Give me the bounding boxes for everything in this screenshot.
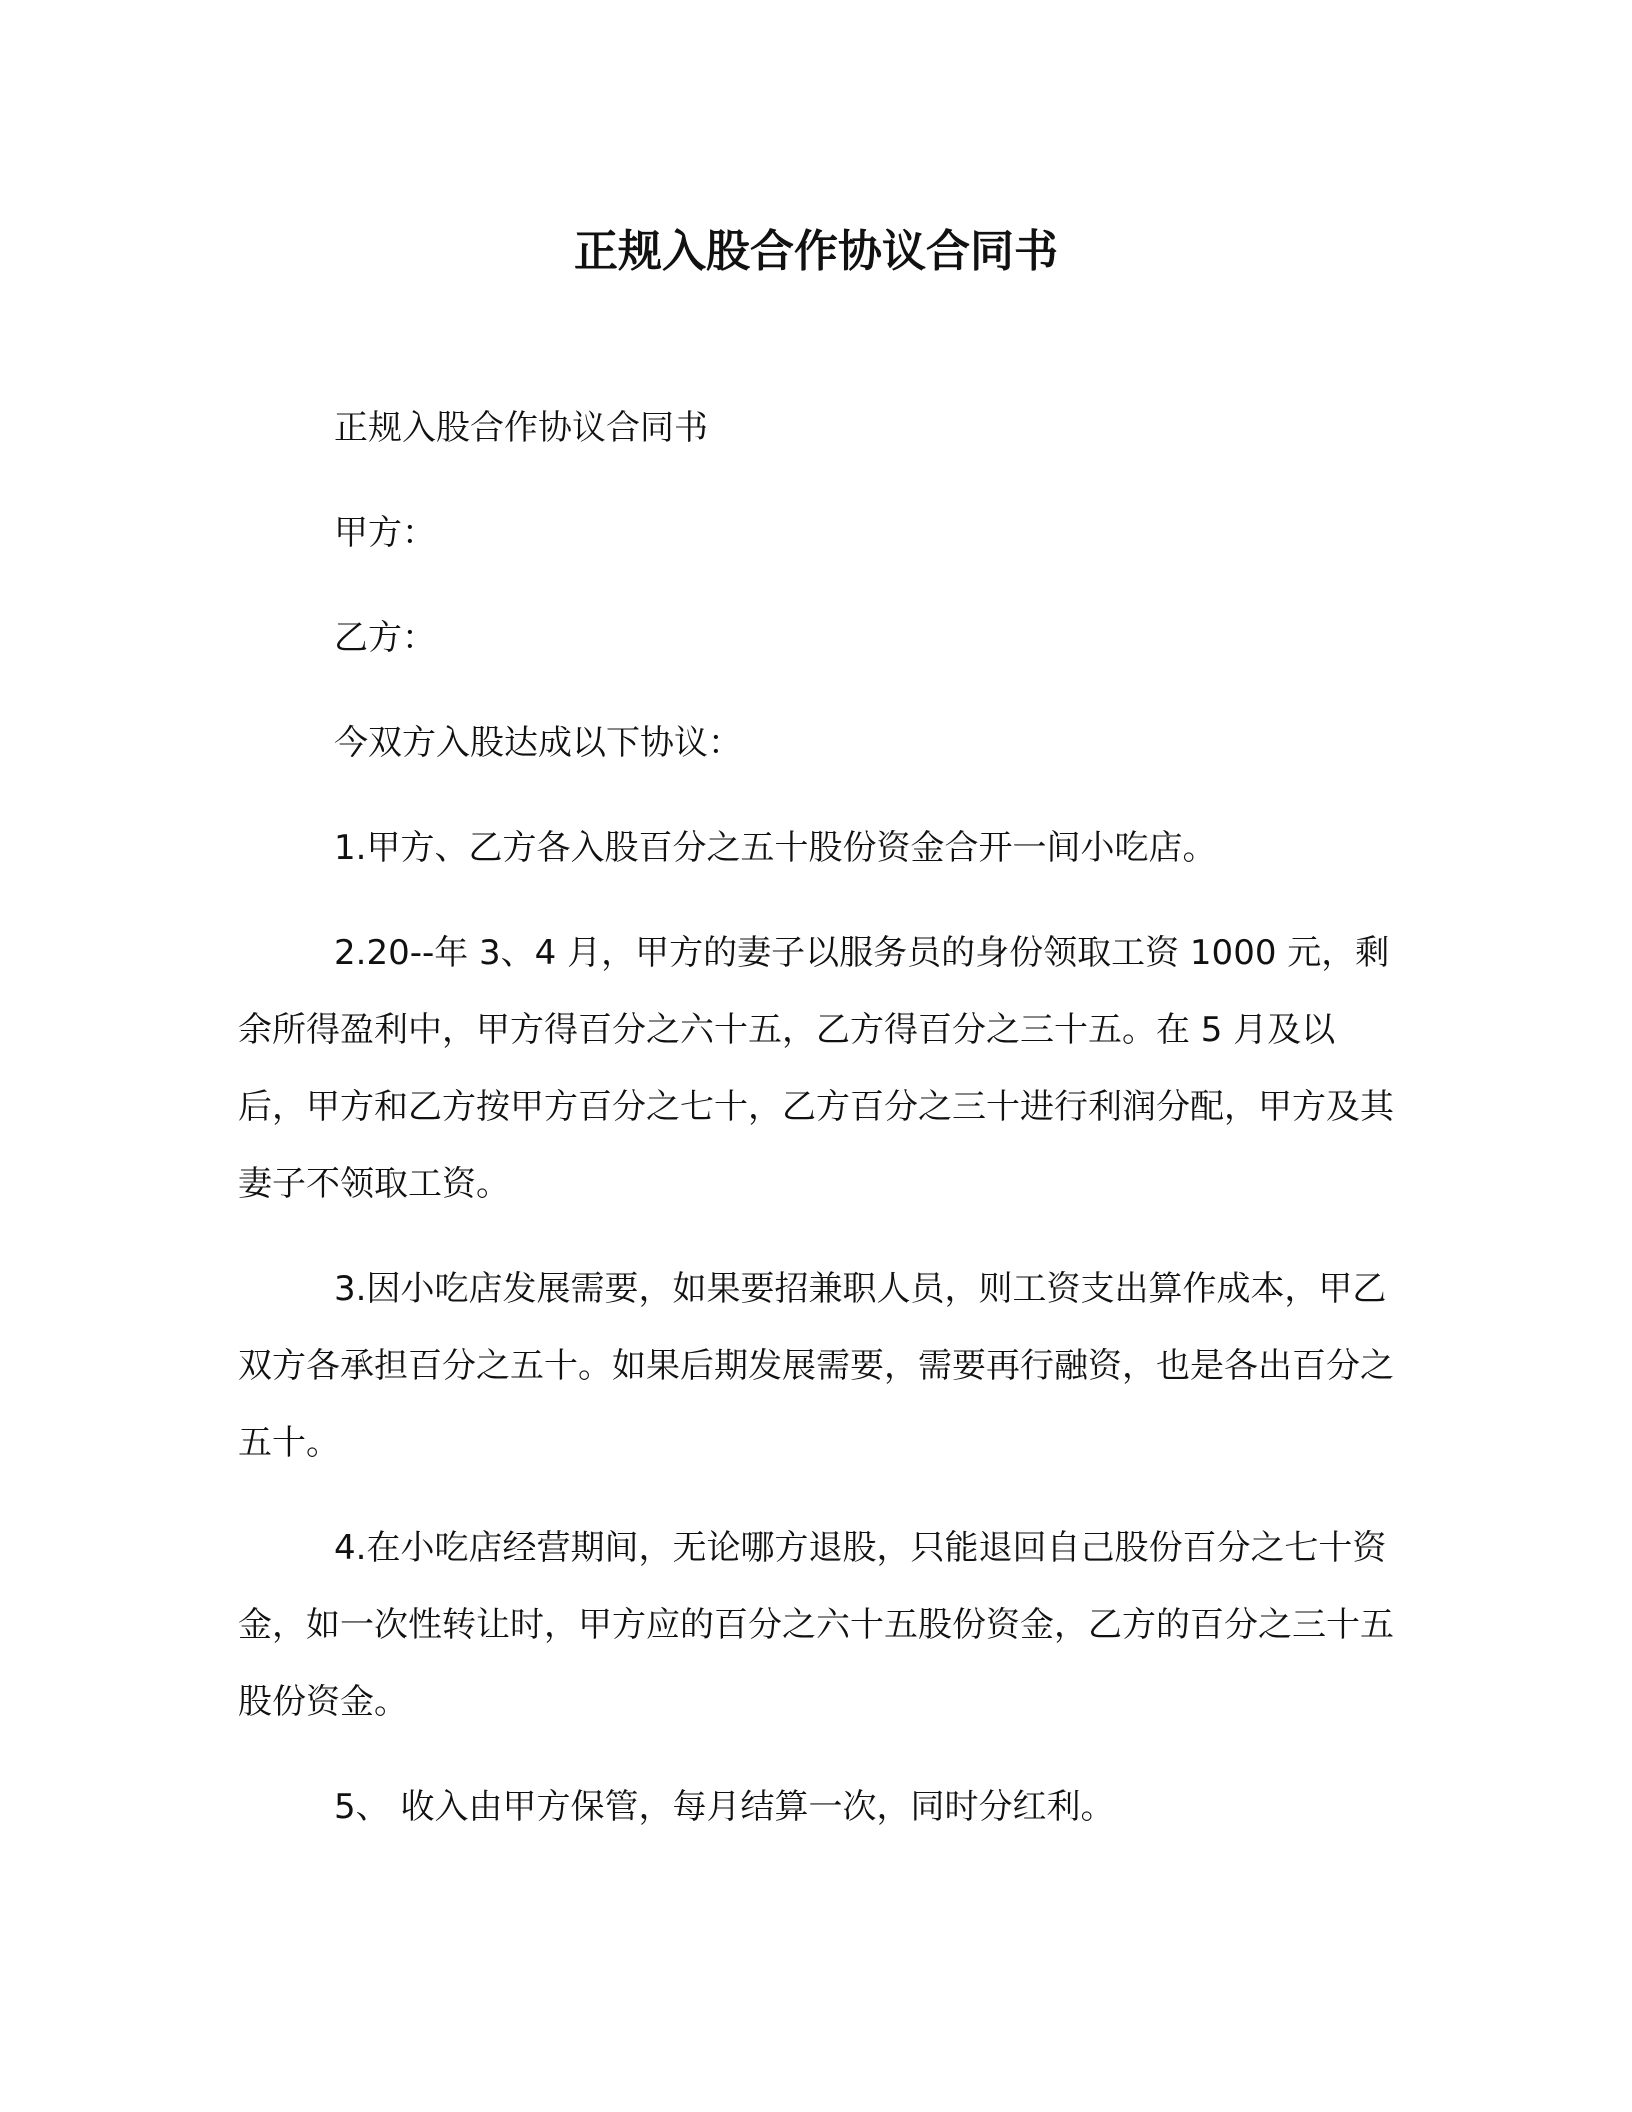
paragraph-intro: 今双方入股达成以下协议： [334,723,742,763]
paragraph-clause-4: 4.在小吃店经营期间，无论哪方退股，只能退回自己股份百分之七十资金，如一次性转让时，甲方应的百分之六十五股份资金，乙方的百分之三十五股份资金。 [238,1528,1394,1722]
paragraph-subtitle: 正规入股合作协议合同书 [334,408,708,448]
paragraph-clause-1: 1.甲方、乙方各入股百分之五十股份资金合开一间小吃店。 [334,828,1217,868]
document-title: 正规入股合作协议合同书 [574,226,1058,277]
paragraph-clause-2: 2.20--年 3、4 月，甲方的妻子以服务员的身份领取工资 1000 元，剩余所得盈利中，甲方得百分之六十五，乙方得百分之三十五。在 5 月及以后，甲方和乙方按甲方百分之七十，乙方百分之三十进行利润分配，甲方及其妻子不领取工资。 [238,933,1394,1204]
paragraph-party-a: 甲方： [334,513,436,553]
document-body [238,390,1398,1874]
paragraph-clause-5: 5、 收入由甲方保管，每月结算一次，同时分红利。 [334,1787,1115,1827]
paragraph-party-b: 乙方： [334,618,436,658]
paragraph-clause-3: 3.因小吃店发展需要，如果要招兼职人员，则工资支出算作成本，甲乙双方各承担百分之五十。如果后期发展需要，需要再行融资，也是各出百分之五十。 [238,1269,1394,1463]
